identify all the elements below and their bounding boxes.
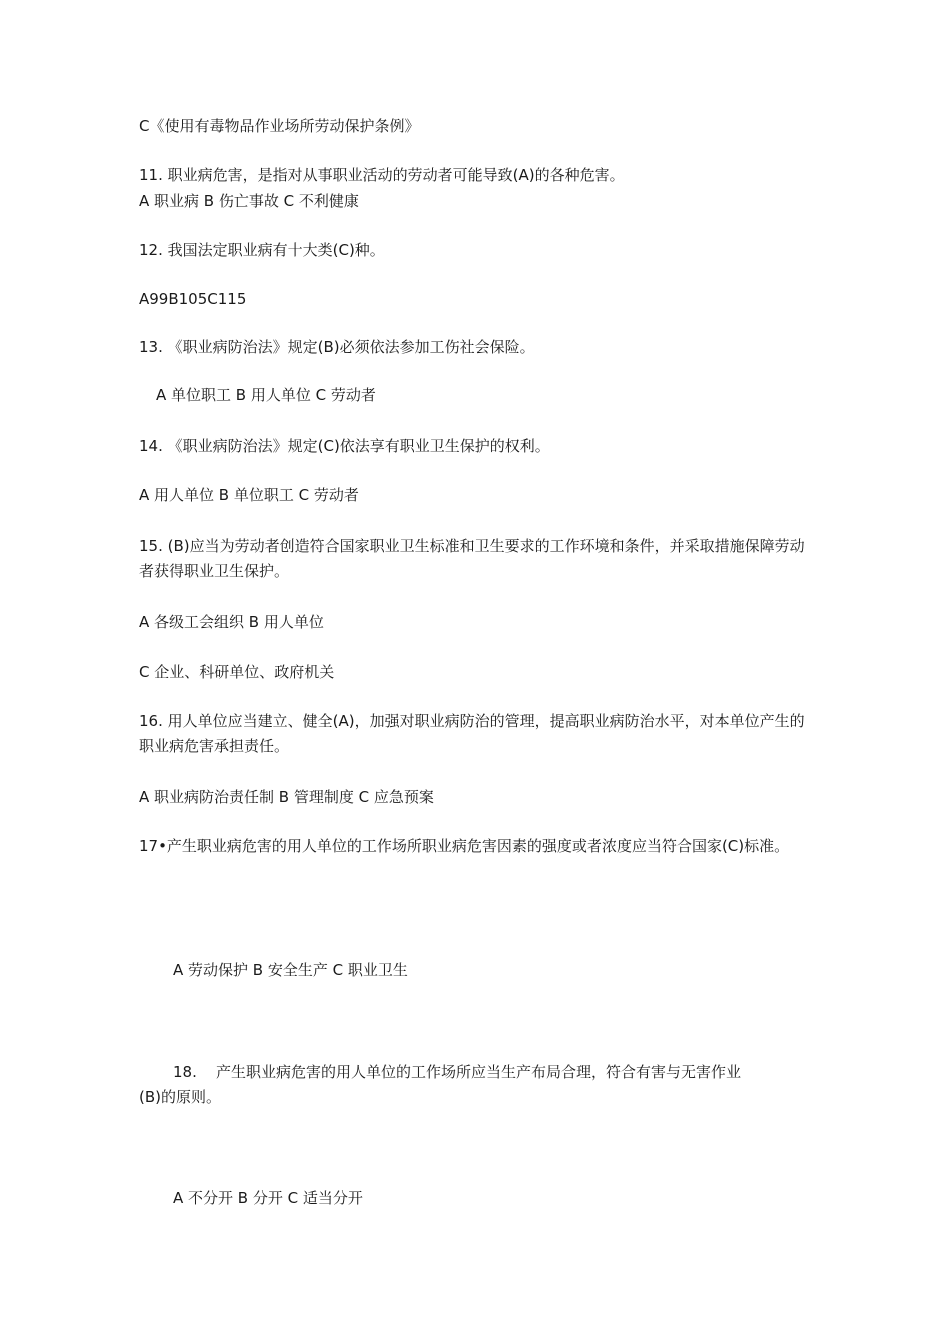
question-12: 12. 我国法定职业病有十大类(C)种。 (139, 241, 385, 259)
question-15-options-a-b: A 各级工会组织 B 用人单位 (139, 613, 324, 631)
question-18-text: 产生职业病危害的用人单位的工作场所应当生产布局合理，符合有害与无害作业 (216, 1063, 742, 1081)
question-15-option-c: C 企业、科研单位、政府机关 (139, 663, 335, 681)
question-18-text-cont: (B)的原则。 (139, 1088, 221, 1106)
question-12-options: A99B105C115 (139, 290, 247, 308)
question-11-options: A 职业病 B 伤亡事故 C 不利健康 (139, 192, 359, 210)
question-14-options: A 用人单位 B 单位职工 C 劳动者 (139, 486, 359, 504)
question-17: 17•产生职业病危害的用人单位的工作场所职业病危害因素的强度或者浓度应当符合国家(C)标准。 (139, 837, 790, 855)
question-16: 16. 用人单位应当建立、健全(A)，加强对职业病防治的管理，提高职业病防治水平，对本单位产生的职业病危害承担责任。 (139, 712, 805, 755)
text-line-c-option: C《使用有毒物品作业场所劳动保护条例》 (139, 117, 420, 135)
question-15: 15. (B)应当为劳动者创造符合国家职业卫生标准和卫生要求的工作环境和条件，并采取措施保障劳动者获得职业卫生保护。 (139, 537, 805, 580)
question-18-number: 18. (173, 1063, 197, 1081)
question-11: 11. 职业病危害，是指对从事职业活动的劳动者可能导致(A)的各种危害。 (139, 166, 625, 184)
question-13-options: A 单位职工 B 用人单位 C 劳动者 (156, 386, 376, 404)
question-16-options: A 职业病防治责任制 B 管理制度 C 应急预案 (139, 788, 434, 806)
question-18-options: A 不分开 B 分开 C 适当分开 (173, 1189, 363, 1207)
question-14: 14. 《职业病防治法》规定(C)依法享有职业卫生保护的权利。 (139, 437, 550, 455)
question-17-options: A 劳动保护 B 安全生产 C 职业卫生 (173, 961, 408, 979)
question-13: 13. 《职业病防治法》规定(B)必须依法参加工伤社会保险。 (139, 338, 535, 356)
